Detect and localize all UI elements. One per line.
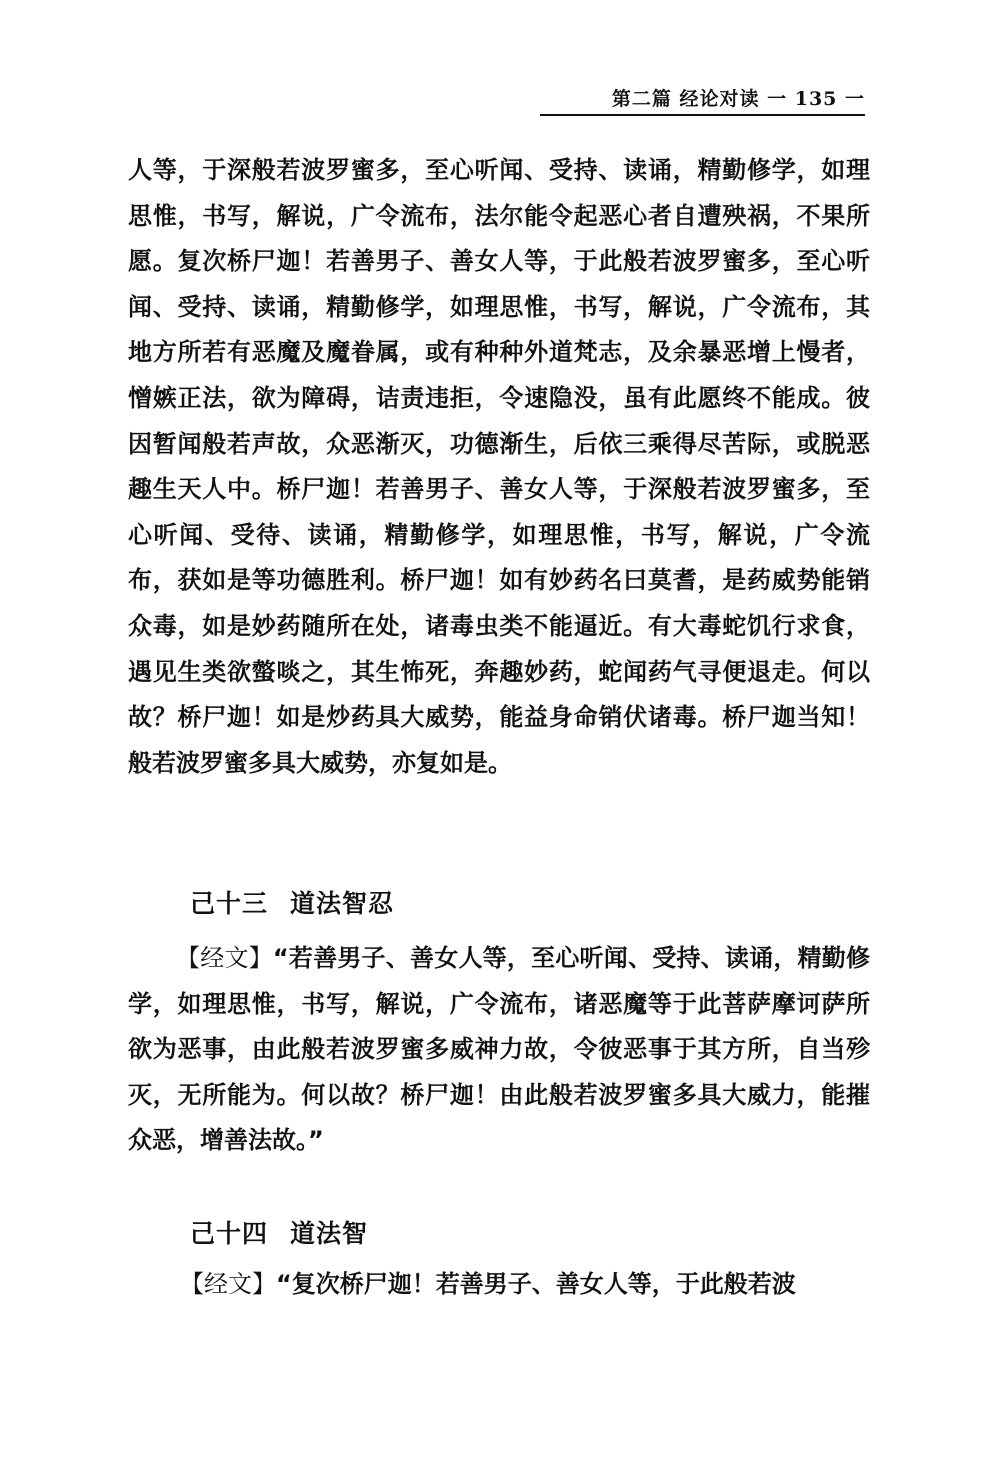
paragraph-continuation: 人等，于深般若波罗蜜多，至心听闻、受持、读诵，精勤修学，如理思惟，书写，解说，广令流布，法尔能令起恶心者自遭殃祸，不果所愿。复次桥尸迦！若善男子、善女人等，于此般若波罗蜜多，至心听闻、受持、读诵，精勤修学，如理思惟，书写，解说，广令流布，其地方所若有恶魔及魔眷属，或有种种外道梵志，及余暴恶增上慢者，憎嫉正法，欲为障碍，诘责违拒，令速隐没，虽有此愿终不能成。彼因暂闻般若声故，众恶渐灭，功德渐生，后依三乘得尽苦际，或脱恶趣生天人中。桥尸迦！若善男子、善女人等，于深般若波罗蜜多，至心听闻、受待、读诵，精勤修学，如理思惟，书写，解说，广令流布，获如是等功德胜利。桥尸迦！如有妙药名曰莫耆，是药威势能销众毒，如是妙药随所在处，诸毒虫类不能逼近。有大毒蛇饥行求食，遇见生类欲螫啖之，其生怖死，奔趣妙药，蛇闻药气寻便退走。何以故？桥尸迦！如是炒药具大威势，能益身命销伏诸毒。桥尸迦当知！般若波罗蜜多具大威势，亦复如是。 (128, 156, 870, 777)
section-number: 己十三 (190, 889, 269, 918)
scripture-tag: 【经文】 (176, 944, 273, 972)
running-header: 第二篇 经论对读 一 135 一 (611, 88, 865, 110)
section-number: 己十四 (190, 1219, 269, 1248)
scripture-paragraph (128, 936, 870, 1164)
header-rule (540, 114, 865, 116)
section-heading-13 (190, 888, 394, 920)
section-heading-14 (190, 1218, 368, 1250)
section-title: 道法智忍 (290, 889, 395, 918)
scripture-text: “复次桥尸迦！若善男子、善女人等，于此般若波 (276, 1270, 796, 1298)
scripture-paragraph (180, 1262, 870, 1308)
scripture-tag: 【经文】 (180, 1270, 276, 1298)
scripture-text: “若善男子、善女人等，至心听闻、受持、读诵，精勤修学，如理思惟，书写，解说，广令流布，诸恶魔等于此菩萨摩诃萨所欲为恶事，由此般若波罗蜜多威神力故，令彼恶事于其方所，自当殄灭，无所能为。何以故？桥尸迦！由此般若波罗蜜多具大威力，能摧众恶，增善法故。” (128, 944, 870, 1155)
section-title: 道法智 (290, 1219, 369, 1248)
